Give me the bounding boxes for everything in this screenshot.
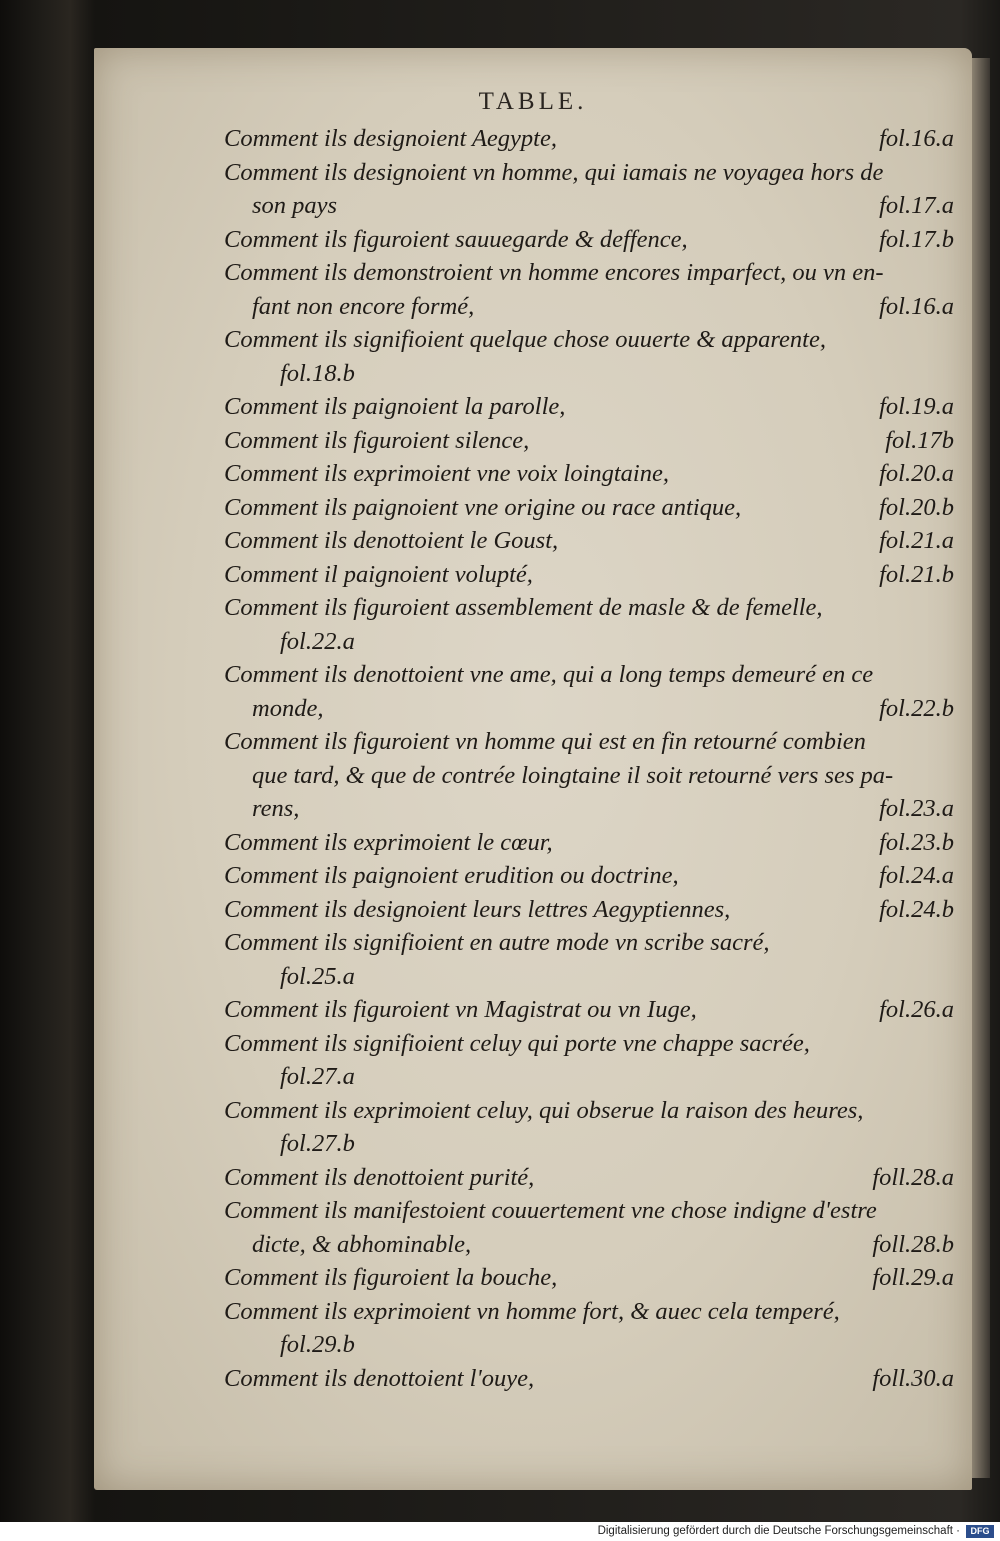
table-entry	[224, 859, 954, 893]
table-entry	[224, 1027, 954, 1094]
table-entry	[224, 926, 954, 993]
folio-reference: fol.25.a	[280, 962, 355, 990]
folio-reference: fol.20.b	[879, 493, 954, 521]
table-entry	[224, 826, 954, 860]
footer-credit: Digitalisierung gefördert durch die Deutsche Forschungsgemeinschaft ·	[597, 1525, 960, 1537]
entry-text-line: Comment ils manifestoient couuertement vne chose indigne d'estre	[224, 1197, 877, 1224]
folio-reference: fol.29.b	[280, 1331, 355, 1358]
page-edge-shadow	[972, 58, 990, 1478]
entry-text-line: Comment ils designoient Aegypte,	[224, 125, 557, 152]
entry-text-line: Comment ils figuroient vn homme qui est en fin retourné combien	[224, 728, 866, 755]
entry-text-line: Comment ils figuroient assemblement de masle & de femelle,	[224, 594, 823, 621]
folio-reference: fol.17b	[885, 426, 954, 454]
entry-text-line: Comment ils exprimoient vn homme fort, & auec cela temperé,	[224, 1297, 840, 1325]
entry-text-line: Comment ils figuroient silence,	[224, 426, 530, 454]
folio-reference: fol.21.a	[879, 527, 954, 554]
entry-text-line: rens,	[252, 795, 300, 822]
entry-text-line: Comment ils exprimoient le cœur,	[224, 828, 553, 856]
entry-text-line: monde,	[252, 694, 324, 722]
folio-reference: foll.29.a	[872, 1264, 954, 1291]
entry-text-line: Comment ils exprimoient vne voix loingtaine,	[224, 460, 669, 487]
entry-text-line: Comment ils signifioient quelque chose ouuerte & apparente,	[224, 326, 826, 353]
dfg-logo-icon: DFG	[966, 1525, 994, 1538]
entry-text-line: Comment ils designoient vn homme, qui iamais ne voyagea hors de	[224, 158, 884, 186]
folio-reference: fol.19.a	[879, 393, 954, 420]
folio-reference: fol.26.a	[879, 996, 954, 1023]
folio-reference: fol.21.b	[879, 560, 954, 588]
entry-text-line: Comment ils figuroient vn Magistrat ou vn Iuge,	[224, 996, 697, 1023]
folio-reference: fol.23.a	[879, 795, 954, 822]
entry-text-line: Comment ils designoient leurs lettres Aegyptiennes,	[224, 895, 731, 923]
folio-reference: fol.16.a	[879, 292, 954, 320]
folio-reference: fol.27.a	[280, 1063, 355, 1090]
folio-reference: fol.24.a	[879, 862, 954, 889]
entry-text-line: Comment ils paignoient vne origine ou race antique,	[224, 493, 742, 521]
table-entry	[224, 1194, 954, 1261]
entry-text-line: Comment ils signifioient en autre mode vn scribe sacré,	[224, 929, 770, 956]
entry-text-line: Comment ils denottoient purité,	[224, 1163, 535, 1191]
folio-reference: fol.20.a	[879, 460, 954, 487]
table-entry	[224, 1362, 954, 1396]
table-entry	[224, 725, 954, 826]
table-entry	[224, 156, 954, 223]
folio-reference: fol.18.b	[280, 359, 355, 387]
running-head: TABLE.	[478, 88, 588, 115]
table-entry	[224, 558, 954, 592]
entry-text-line: Comment ils signifioient celuy qui porte vne chappe sacrée,	[224, 1029, 810, 1057]
entry-text-line: Comment ils paignoient la parolle,	[224, 393, 566, 420]
table-entry	[224, 524, 954, 558]
folio-reference: fol.22.b	[879, 694, 954, 722]
folio-reference: fol.17.b	[879, 225, 954, 253]
table-entry	[224, 1094, 954, 1161]
table-entry	[224, 591, 954, 658]
table-entry	[224, 1295, 954, 1362]
table-entry	[224, 893, 954, 927]
folio-reference: fol.16.a	[879, 125, 954, 152]
table-entry	[224, 390, 954, 424]
folio-reference: foll.28.b	[872, 1230, 954, 1258]
entry-text-line: Comment ils exprimoient celuy, qui obserue la raison des heures,	[224, 1096, 864, 1124]
entry-text-line: que tard, & que de contrée loingtaine il soit retourné vers ses pa-	[252, 761, 894, 789]
entry-text-line: Comment ils denottoient vne ame, qui a long temps demeuré en ce	[224, 661, 874, 688]
entry-text-line: Comment ils figuroient sauuegarde & deffence,	[224, 225, 688, 253]
entry-text-line: Comment ils figuroient la bouche,	[224, 1264, 558, 1291]
entry-text-line: Comment il paignoient volupté,	[224, 560, 533, 588]
table-entry	[224, 424, 954, 458]
table-entry	[224, 1161, 954, 1195]
table-entry	[224, 658, 954, 725]
table-of-contents	[224, 122, 954, 1395]
folio-reference: foll.30.a	[872, 1364, 954, 1392]
entry-text-line: Comment ils denottoient l'ouye,	[224, 1364, 535, 1392]
entry-text-line: Comment ils paignoient erudition ou doctrine,	[224, 862, 679, 889]
table-entry	[224, 223, 954, 257]
table-entry	[224, 122, 954, 156]
folio-reference: fol.23.b	[879, 828, 954, 856]
folio-reference: fol.22.a	[280, 627, 355, 655]
entry-text-line: Comment ils demonstroient vn homme encores imparfect, ou vn en-	[224, 259, 884, 286]
folio-reference: foll.28.a	[872, 1163, 954, 1191]
table-entry	[224, 323, 954, 390]
book-page	[94, 48, 972, 1490]
table-entry	[224, 256, 954, 323]
folio-reference: fol.27.b	[280, 1130, 355, 1157]
entry-text-line: son pays	[252, 192, 338, 219]
table-entry	[224, 993, 954, 1027]
folio-reference: fol.17.a	[879, 192, 954, 219]
digitization-footer	[0, 1522, 1000, 1541]
table-entry	[224, 457, 954, 491]
entry-text-line: fant non encore formé,	[252, 292, 475, 320]
table-entry	[224, 1261, 954, 1295]
folio-reference: fol.24.b	[879, 895, 954, 923]
entry-text-line: Comment ils denottoient le Goust,	[224, 527, 559, 554]
entry-text-line: dicte, & abhominable,	[252, 1230, 472, 1258]
table-entry	[224, 491, 954, 525]
